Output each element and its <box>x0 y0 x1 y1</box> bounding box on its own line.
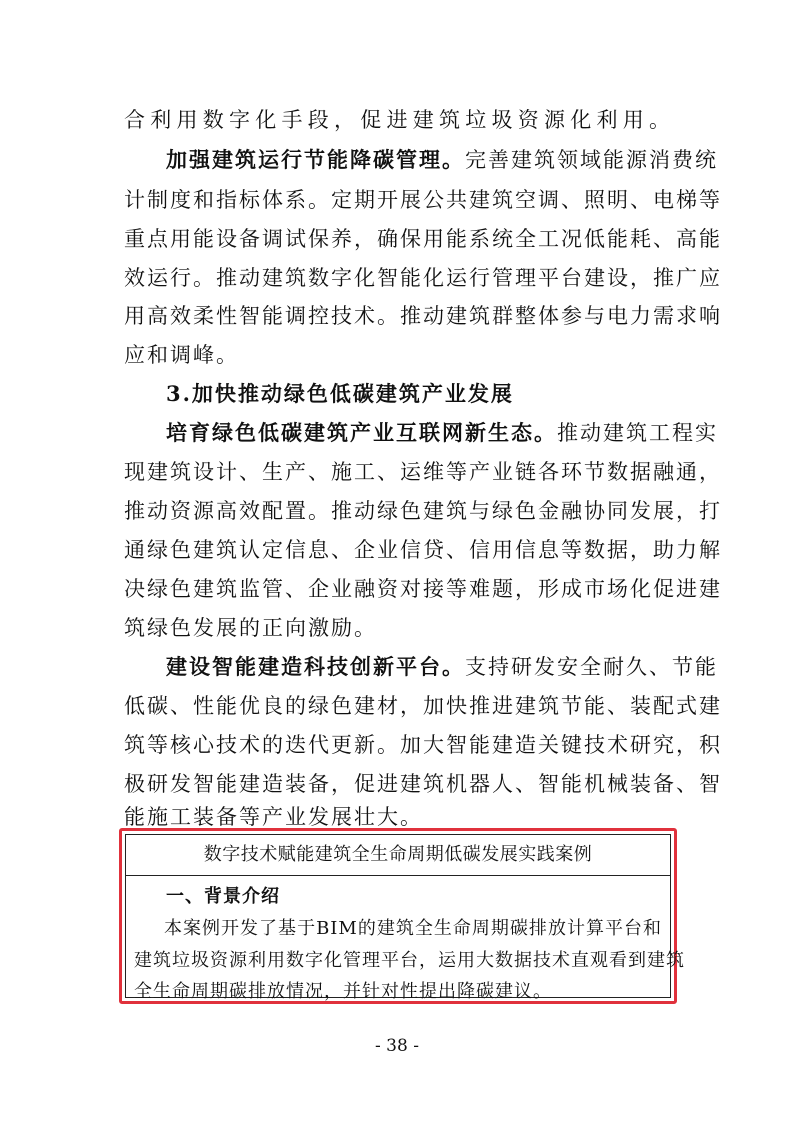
case-study-title: 数字技术赋能建筑全生命周期低碳发展实践案例 <box>126 835 670 876</box>
bold-heading: 培育绿色低碳建筑产业互联网新生态。 <box>166 420 557 445</box>
paragraph-line: 合利用数字化手段，促进建筑垃圾资源化利用。 <box>124 108 672 132</box>
paragraph-line: 应和调峰。 <box>124 343 239 367</box>
paragraph-line: 重点用能设备调试保养，确保用能系统全工况低能耗、高能 <box>124 227 722 251</box>
paragraph-line: 用高效柔性智能调控技术。推动建筑群整体参与电力需求响 <box>124 304 722 328</box>
paragraph-line: 推动资源高效配置。推动绿色建筑与绿色金融协同发展，打 <box>124 499 722 523</box>
paragraph-text: 支持研发安全耐久、节能 <box>465 655 718 679</box>
paragraph-line: 现建筑设计、生产、施工、运维等产业链各环节数据融通， <box>124 460 722 484</box>
paragraph-line: 决绿色建筑监管、企业融资对接等难题，形成市场化促进建 <box>124 577 722 601</box>
case-study-box <box>119 828 685 1004</box>
paragraph-line: 低碳、性能优良的绿色建材，加快推进建筑节能、装配式建 <box>124 694 722 718</box>
section-heading: 3.加快推动绿色低碳建筑产业发展 <box>166 381 514 406</box>
paragraph-line: 筑绿色发展的正向激励。 <box>124 616 377 640</box>
paragraph-text: 完善建筑领域能源消费统 <box>465 148 718 172</box>
paragraph-line: 效运行。推动建筑数字化智能化运行管理平台建设，推广应 <box>124 266 722 290</box>
case-study-table <box>125 834 685 1002</box>
paragraph-line <box>166 142 718 178</box>
paragraph-line: 能施工装备等产业发展壮大。 <box>124 805 423 829</box>
paragraph-line: 筑等核心技术的迭代更新。加大智能建造关键技术研究，积 <box>124 733 722 757</box>
paragraph-text: 推动建筑工程实 <box>557 421 718 445</box>
case-study-subheading: 一、背景介绍 <box>166 886 280 907</box>
case-study-text: 建筑垃圾资源利用数字化管理平台，运用大数据技术直观看到建筑 <box>134 950 685 971</box>
paragraph-line <box>166 649 718 685</box>
page-number: - 38 - <box>375 1036 419 1056</box>
paragraph-line <box>166 415 718 451</box>
case-study-text: 全生命周期碳排放情况，并针对性提出降碳建议。 <box>134 981 552 1002</box>
bold-heading: 加强建筑运行节能降碳管理。 <box>166 147 465 172</box>
paragraph-line: 计制度和指标体系。定期开展公共建筑空调、照明、电梯等 <box>124 188 722 212</box>
bold-heading: 建设智能建造科技创新平台。 <box>166 654 465 679</box>
paragraph-line: 通绿色建筑认定信息、企业信贷、信用信息等数据，助力解 <box>124 538 722 562</box>
paragraph-line: 极研发智能建造装备，促进建筑机器人、智能机械装备、智 <box>124 772 722 796</box>
case-study-text: 本案例开发了基于BIM的建筑全生命周期碳排放计算平台和 <box>164 918 662 939</box>
